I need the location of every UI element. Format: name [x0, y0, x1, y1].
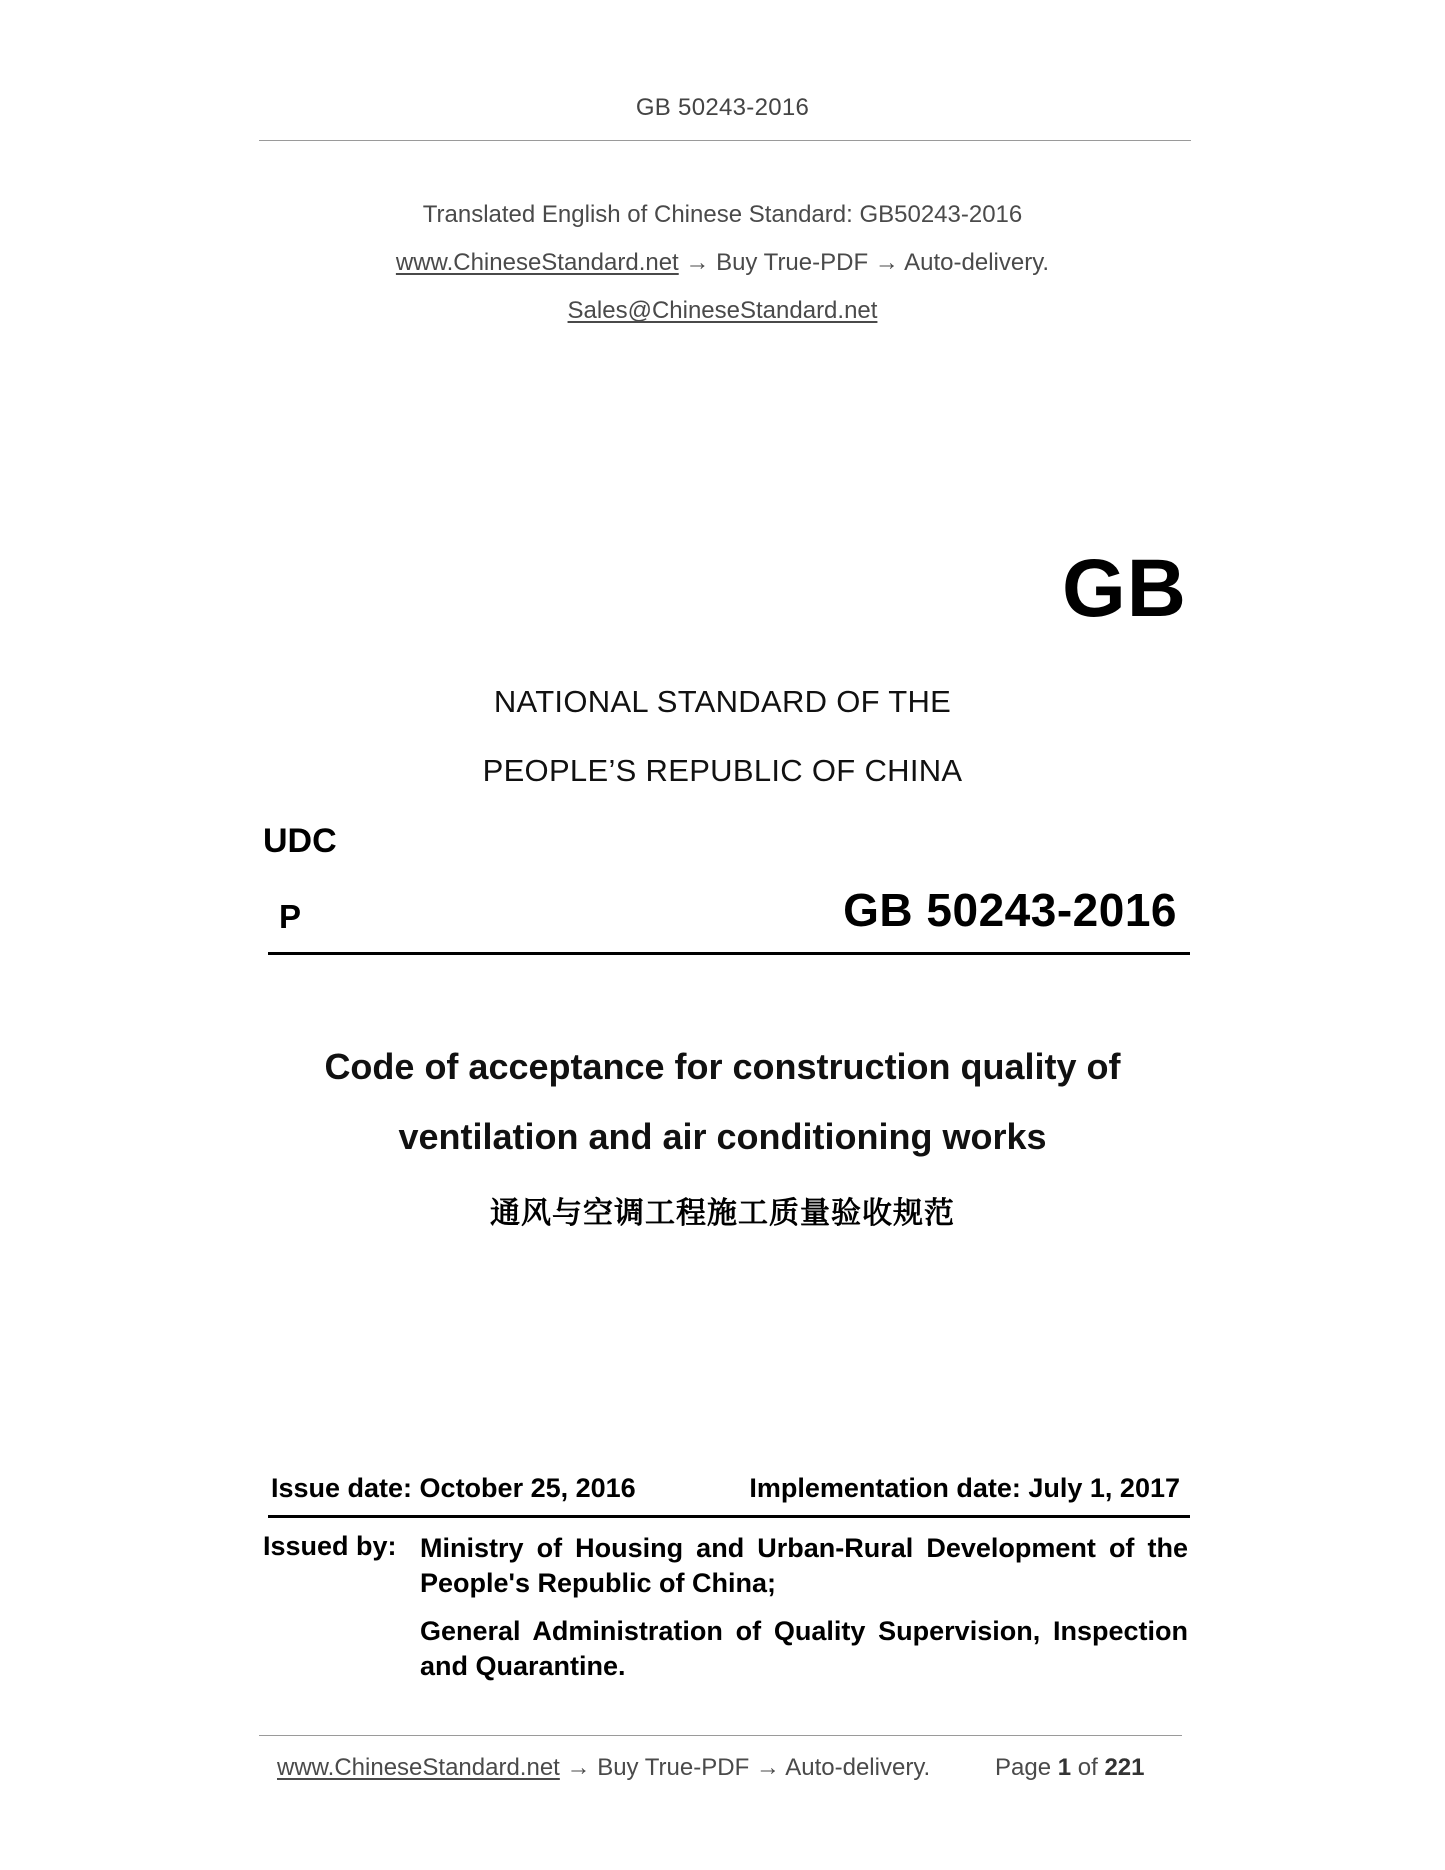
national-standard-line1: NATIONAL STANDARD OF THE	[493, 684, 952, 719]
issuer-aqsiq: General Administration of Quality Supervision, Inspection and Quarantine.	[420, 1616, 1188, 1681]
buy-true-pdf-text: Buy True-PDF	[716, 249, 869, 276]
arrow-right-icon: →	[566, 1754, 591, 1781]
promo-links	[0, 249, 1445, 277]
promo-title: Translated English of Chinese Standard: GB50243-2016	[422, 201, 1023, 228]
site-link[interactable]: www.ChineseStandard.net	[395, 249, 679, 276]
title-cn: 通风与空调工程施工质量验收规范	[490, 1196, 955, 1231]
footer-rule	[259, 1735, 1182, 1736]
udc-label: UDC	[263, 822, 337, 860]
promo-email	[0, 297, 1445, 325]
gb-mark: GB	[1062, 543, 1187, 634]
dates-rule	[268, 1515, 1190, 1518]
sales-email-link[interactable]: Sales@ChineseStandard.net	[567, 297, 878, 324]
footer-buy-text: Buy True-PDF	[597, 1754, 750, 1781]
auto-delivery-text: Auto-delivery.	[904, 249, 1050, 276]
standard-number: GB 50243-2016	[843, 884, 1177, 936]
standard-number-rule	[268, 952, 1190, 955]
issued-by-label: Issued by:	[263, 1531, 397, 1561]
page-current: 1	[1057, 1754, 1072, 1781]
header-rule	[259, 140, 1191, 141]
page-of: of	[1077, 1754, 1098, 1781]
implementation-date: Implementation date: July 1, 2017	[749, 1473, 1180, 1503]
issue-date: Issue date: October 25, 2016	[271, 1473, 636, 1503]
arrow-right-icon: →	[874, 249, 899, 276]
national-standard-line2: PEOPLE’S REPUBLIC OF CHINA	[482, 753, 963, 788]
running-header: GB 50243-2016	[635, 94, 810, 121]
page-total: 221	[1104, 1754, 1145, 1781]
page-label: Page	[995, 1754, 1052, 1781]
arrow-right-icon: →	[755, 1754, 780, 1781]
footer-site-link[interactable]: www.ChineseStandard.net	[277, 1754, 560, 1781]
footer	[277, 1754, 930, 1782]
p-label: P	[279, 898, 302, 935]
title-en-line2: ventilation and air conditioning works	[398, 1116, 1047, 1157]
arrow-right-icon: →	[685, 249, 710, 276]
footer-delivery-text: Auto-delivery.	[785, 1754, 931, 1781]
page-indicator	[995, 1754, 1145, 1782]
issuer-ministry: Ministry of Housing and Urban-Rural Development of the People's Republic of China;	[420, 1533, 1188, 1598]
title-en-line1: Code of acceptance for construction quality of	[324, 1046, 1121, 1087]
